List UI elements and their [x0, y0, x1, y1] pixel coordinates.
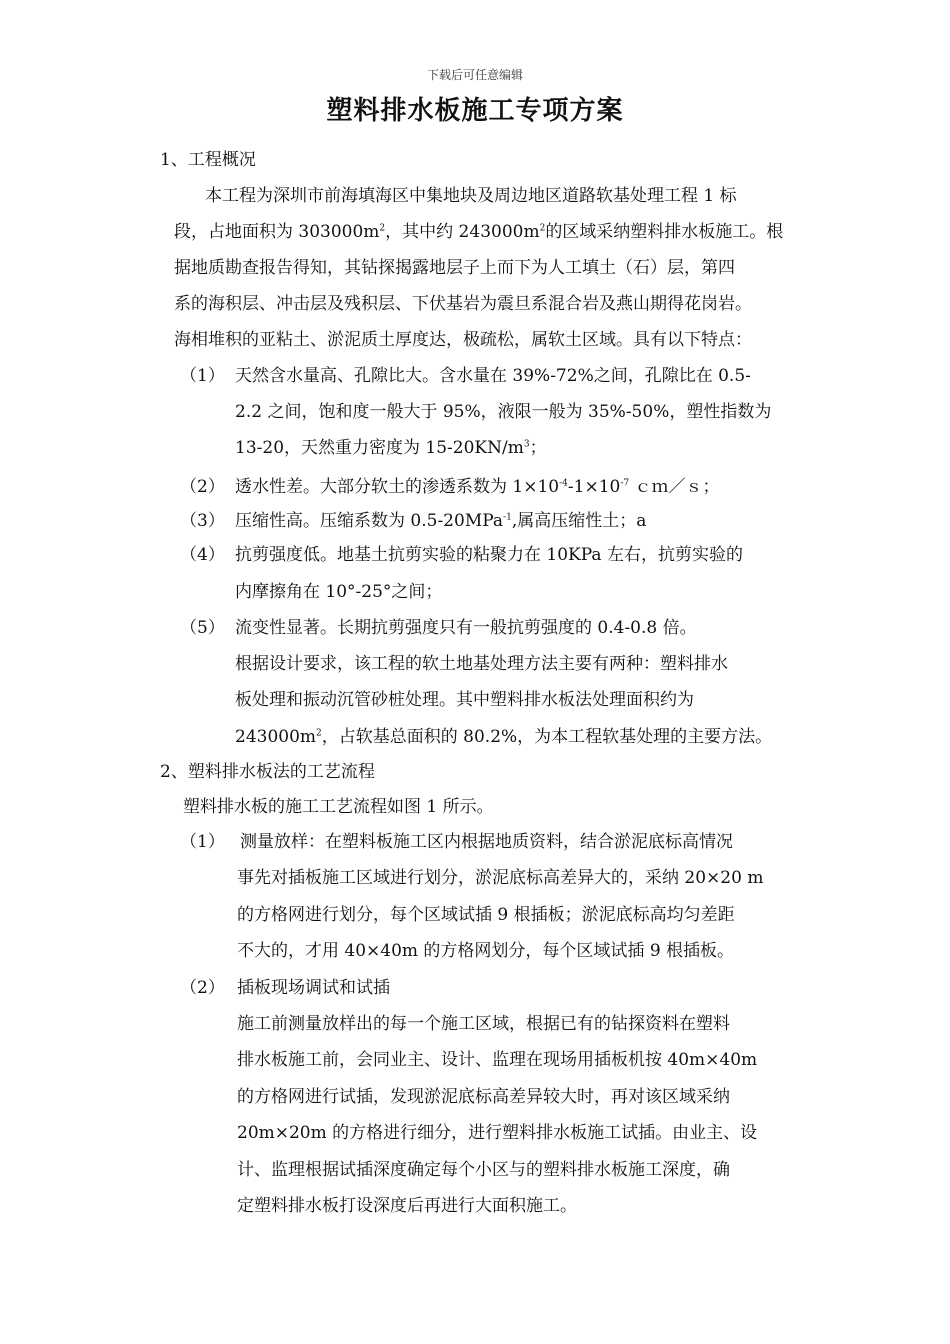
list-item-heading: 插板现场调试和试插	[237, 978, 390, 998]
paragraph-line: 系的海积层、冲击层及残积层、下伏基岩为震旦系混合岩及燕山期得花岗岩。	[174, 294, 752, 314]
list-item-line: 测量放样：在塑料板施工区内根据地质资料，结合淤泥底标高情况	[240, 832, 733, 852]
list-item-line: 抗剪强度低。地基土抗剪实验的粘聚力在 10KPa 左右，抗剪实验的	[235, 545, 743, 565]
list-number: （2）	[180, 978, 225, 998]
document-title: 塑料排水板施工专项方案	[326, 96, 624, 126]
page-header: 下载后可任意编辑	[426, 68, 523, 82]
list-item-line: 流变性显著。长期抗剪强度只有一般抗剪强度的 0.4-0.8 倍。	[235, 618, 697, 638]
list-number: （2）	[180, 477, 225, 497]
paragraph-line: 塑料排水板的施工工艺流程如图 1 所示。	[183, 797, 494, 817]
paragraph-line: 段，占地面积为 $303000m^2$，其中约 $243000m^2$的区域采纳塑料排水板施工。根	[174, 222, 784, 242]
list-item-line: 内摩擦角在 10°-25°之间；	[235, 582, 443, 602]
list-item-line: 的方格网进行划分，每个区域试插 9 根插板；淤泥底标高均匀差距	[237, 905, 735, 925]
list-item-line: 天然含水量高、孔隙比大。含水量在 39%-72%之间，孔隙比在 0.5-	[235, 366, 751, 386]
list-item-line: 定塑料排水板打设深度后再进行大面积施工。	[237, 1196, 577, 1216]
paragraph-line: 据地质勘查报告得知，其钻探揭露地层子上而下为人工填土（石）层，第四	[174, 258, 735, 278]
paragraph-line: 海相堆积的亚粘土、淤泥质土厚度达，极疏松，属软土区域。具有以下特点：	[174, 330, 752, 350]
list-number: （3）	[180, 511, 225, 531]
list-item-line: 压缩性高。压缩系数为 0.5-20MPa$^{-1}$,属高压缩性土；a	[235, 511, 647, 531]
list-item-line: 施工前测量放样出的每一个施工区域，根据已有的钻探资料在塑料	[237, 1014, 730, 1034]
list-item-line: 13-20，天然重力密度为 $15-20KN/m^3$；	[235, 438, 547, 458]
list-item-line: 排水板施工前，会同业主、设计、监理在现场用插板机按 40m×40m	[237, 1050, 758, 1070]
list-item-line: 透水性差。大部分软土的渗透系数为 $1\times 10^{-4}-1\times 10^{-7}$ ｃｍ／ｓ；	[235, 477, 720, 497]
list-item-line: 20m×20m 的方格进行细分，进行塑料排水板施工试插。由业主、设	[237, 1123, 758, 1143]
list-item-line: 的方格网进行试插，发现淤泥底标高差异较大时，再对该区域采纳	[237, 1087, 730, 1107]
list-number: （4）	[180, 545, 225, 565]
list-number: （5）	[180, 618, 225, 638]
list-number: （1）	[180, 832, 225, 852]
section-2-heading: 2、塑料排水板法的工艺流程	[160, 762, 375, 782]
section-1-heading: 1、工程概况	[160, 150, 256, 170]
list-item-line: 2.2 之间，饱和度一般大于 95%，液限一般为 35%-50%，塑性指数为	[235, 402, 772, 422]
list-item-line: 不大的，才用 40×40m 的方格网划分，每个区域试插 9 根插板。	[237, 941, 735, 961]
paragraph-line: 根据设计要求，该工程的软土地基处理方法主要有两种：塑料排水	[235, 654, 728, 674]
paragraph-line: $243000m^2$，占软基总面积的 80.2%，为本工程软基处理的主要方法。	[235, 727, 773, 747]
list-item-line: 事先对插板施工区域进行划分，淤泥底标高差异大的，采纳 20×20 m	[237, 868, 764, 888]
list-number: （1）	[180, 366, 225, 386]
list-item-line: 计、监理根据试插深度确定每个小区与的塑料排水板施工深度，确	[237, 1160, 730, 1180]
paragraph-line: 板处理和振动沉管砂桩处理。其中塑料排水板法处理面积约为	[235, 690, 694, 710]
paragraph-line: 本工程为深圳市前海填海区中集地块及周边地区道路软基处理工程 1 标	[205, 186, 737, 206]
